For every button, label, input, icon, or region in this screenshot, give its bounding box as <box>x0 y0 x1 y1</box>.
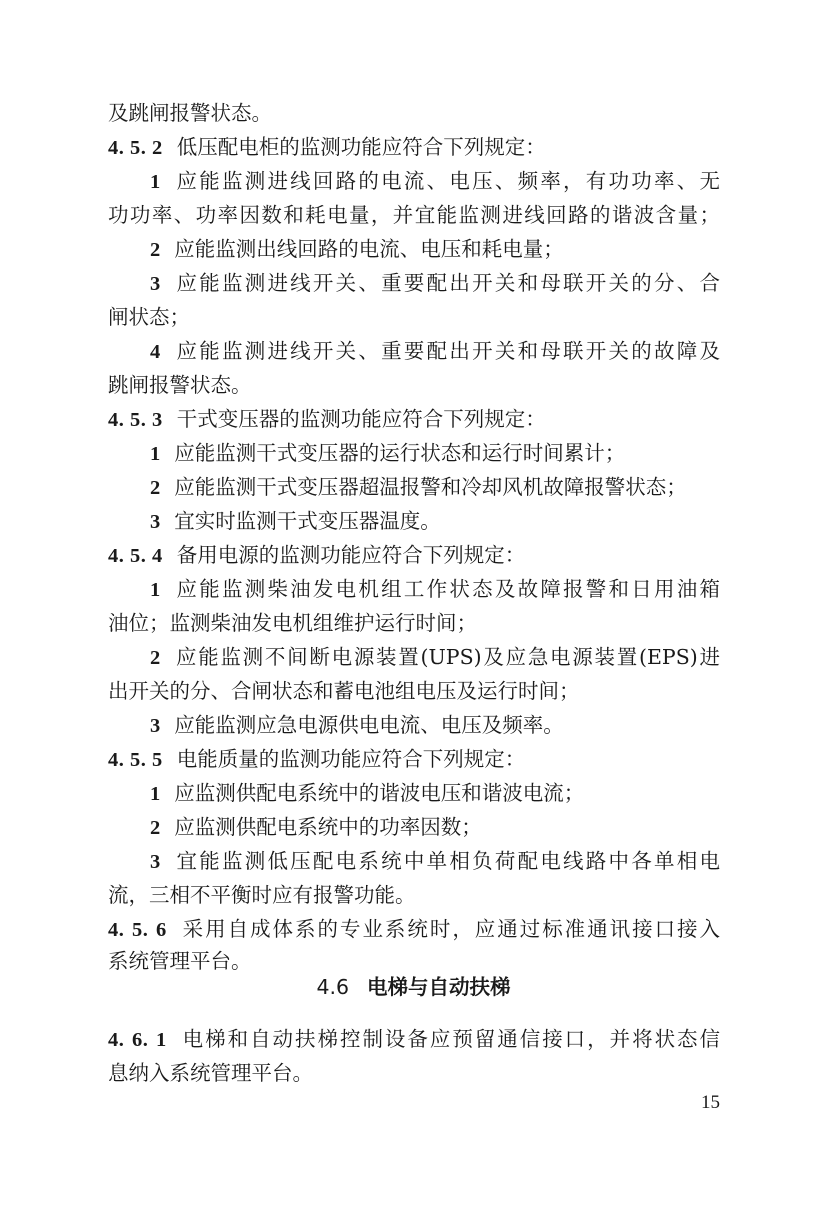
item-4-5-5-3 <box>150 844 720 878</box>
item-text: 应能监测应急电源供电电流、电压及频率。 <box>174 713 564 737</box>
item-text: 应能监测进线回路的电流、电压、频率，有功功率、无 <box>174 169 720 193</box>
text-line: 息纳入系统管理平台。 <box>108 1061 313 1085</box>
item-number: 1 <box>150 579 161 601</box>
item-4-5-4-2 <box>150 640 720 674</box>
item-number: 2 <box>150 239 161 261</box>
text-line: 跳闸报警状态。 <box>108 373 252 397</box>
clause-4-5-5 <box>108 742 720 776</box>
item-4-5-5-2 <box>150 810 720 844</box>
item-text: 应能监测干式变压器的运行状态和运行时间累计； <box>174 441 626 465</box>
item-continuation <box>108 300 720 334</box>
item-number: 2 <box>150 817 161 839</box>
item-text: 应监测供配电系统中的功率因数； <box>174 815 482 839</box>
item-text: 宜能监测低压配电系统中单相负荷配电线路中各单相电 <box>174 849 720 873</box>
clause-4-5-4 <box>108 538 720 572</box>
item-number: 3 <box>150 511 161 533</box>
item-text: 应能监测干式变压器超温报警和冷却风机故障报警状态； <box>174 475 687 499</box>
page-number: 15 <box>701 1092 720 1113</box>
clause-text: 干式变压器的监测功能应符合下列规定： <box>176 407 546 431</box>
item-text: 应能监测进线开关、重要配出开关和母联开关的故障及 <box>174 339 720 363</box>
clause-number: 4. 6. 1 <box>108 1029 167 1051</box>
clause-text: 低压配电柜的监测功能应符合下列规定： <box>176 135 546 159</box>
clause-continuation <box>108 1056 720 1090</box>
text-line: 出开关的分、合闸状态和蓄电池组电压及运行时间； <box>108 679 580 703</box>
item-number: 2 <box>150 477 161 499</box>
item-number: 1 <box>150 443 161 465</box>
item-4-5-2-3 <box>150 266 720 300</box>
clause-number: 4. 5. 5 <box>108 749 163 771</box>
text-line: 及跳闸报警状态。 <box>108 101 272 125</box>
clause-text: 电梯和自动扶梯控制设备应预留通信接口，并将状态信 <box>180 1027 721 1051</box>
clause-4-5-6 <box>108 912 720 946</box>
item-4-5-2-4 <box>150 334 720 368</box>
item-4-5-3-2 <box>150 470 720 504</box>
text-line: 闸状态； <box>108 305 190 329</box>
item-text: 应能监测柴油发电机组工作状态及故障报警和日用油箱 <box>174 577 720 601</box>
clause-number: 4. 5. 3 <box>108 409 163 431</box>
item-4-5-5-1 <box>150 776 720 810</box>
item-4-5-2-2 <box>150 232 720 266</box>
clause-4-6-1 <box>108 1022 720 1056</box>
clause-4-5-3 <box>108 402 720 436</box>
item-4-5-3-3 <box>150 504 720 538</box>
item-continuation <box>108 606 720 640</box>
clause-text: 电能质量的监测功能应符合下列规定： <box>176 747 526 771</box>
item-text: 应能监测进线开关、重要配出开关和母联开关的分、合 <box>174 271 720 295</box>
section-heading-4-6 <box>0 970 827 1004</box>
item-4-5-2-1 <box>150 164 720 198</box>
item-text: 应监测供配电系统中的谐波电压和谐波电流； <box>174 781 585 805</box>
item-continuation <box>108 368 720 402</box>
clause-text: 备用电源的监测功能应符合下列规定： <box>176 543 526 567</box>
section-number: 4.6 <box>316 975 350 999</box>
clause-number: 4. 5. 2 <box>108 137 163 159</box>
item-4-5-4-3 <box>150 708 720 742</box>
item-text: 应能监测不间断电源装置(UPS)及应急电源装置(EPS)进 <box>174 645 720 669</box>
clause-number: 4. 5. 6 <box>108 919 167 941</box>
item-number: 1 <box>150 171 161 193</box>
clause-number: 4. 5. 4 <box>108 545 163 567</box>
text-line: 油位；监测柴油发电机组维护运行时间； <box>108 611 477 635</box>
text-line: 系统管理平台。 <box>108 949 252 973</box>
item-continuation <box>108 198 720 232</box>
item-number: 3 <box>150 715 161 737</box>
item-continuation <box>108 878 720 912</box>
item-text: 应能监测出线回路的电流、电压和耗电量； <box>174 237 564 261</box>
text-line: 流，三相不平衡时应有报警功能。 <box>108 883 416 907</box>
item-number: 3 <box>150 851 161 873</box>
section-title: 电梯与自动扶梯 <box>367 975 511 999</box>
clause-text: 采用自成体系的专业系统时，应通过标准通讯接口接入 <box>180 917 721 941</box>
item-text: 宜实时监测干式变压器温度。 <box>174 509 441 533</box>
item-number: 3 <box>150 273 161 295</box>
text-line: 功功率、功率因数和耗电量，并宜能监测进线回路的谐波含量； <box>108 203 720 227</box>
item-continuation <box>108 674 720 708</box>
item-number: 1 <box>150 783 161 805</box>
item-4-5-4-1 <box>150 572 720 606</box>
item-number: 4 <box>150 341 161 363</box>
item-number: 2 <box>150 647 161 669</box>
paragraph-line <box>108 96 720 130</box>
item-4-5-3-1 <box>150 436 720 470</box>
clause-4-5-2 <box>108 130 720 164</box>
